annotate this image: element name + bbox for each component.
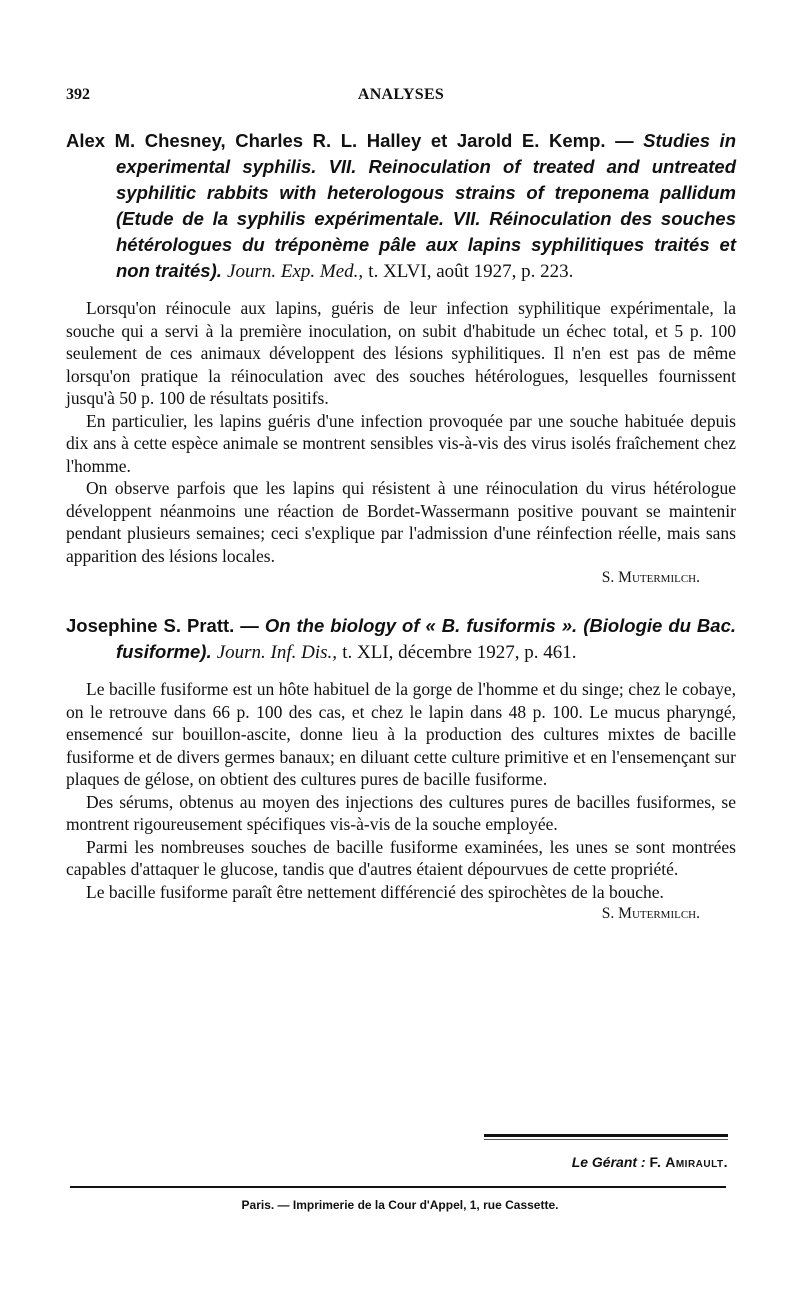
running-head: ANALYSES xyxy=(357,86,445,103)
article-journal: Journ. Inf. Dis., xyxy=(216,642,338,663)
printer-imprint: Paris. — Imprimerie de la Cour d'Appel, 1, rue Cassette. xyxy=(241,1198,559,1212)
body-paragraph: Lorsqu'on réinocule aux lapins, guéris de leur infection syphilitique expérimentale, la souche qui a servi à la première inoculation, on subit d'habitude un échec total, et 5 p. 100 seulement de ces animaux développent des lésions syphilitiques. Il n'en est pas de même lorsqu'on pratique la réinoculation avec des souches hétérologues, lesquelles fournissent jusqu'à 50 p. 100 de résultats positifs. xyxy=(66,298,736,408)
article-title: On the biology of « B. fusiformis ». (Biologie du Bac. fusiforme). xyxy=(116,615,737,662)
body-paragraph: En particulier, les lapins guéris d'une infection provoquée par une souche habituée depuis dix ans à cette espèce animale se montrent sensibles vis-à-vis des virus isolés fraîchement chez l'homme. xyxy=(66,410,736,476)
article-body xyxy=(66,678,736,925)
article-citation xyxy=(66,613,736,666)
body-paragraph-last: Le bacille fusiforme paraît être nettement différencié des spirochètes de la bouche. xyxy=(86,881,664,902)
footer-rule-thin xyxy=(484,1139,728,1140)
page-number: 392 xyxy=(66,86,90,103)
body-paragraph: On observe parfois que les lapins qui résistent à une réinoculation du virus hétérologue développent néanmoins une réaction de Bordet-Wassermann positive pouvant se maintenir pendant plusieurs semaines; ceci s'explique par l'admission d'une réinfection réelle, mais sans apparition des lésions locales. xyxy=(66,478,736,566)
footer-rule-thick xyxy=(484,1134,728,1137)
article-reference: t. XLVI, août 1927, p. 223. xyxy=(368,261,574,282)
article-citation xyxy=(66,128,736,285)
article-reference: t. XLI, décembre 1927, p. 461. xyxy=(342,642,577,663)
imprint-rule xyxy=(70,1186,726,1188)
body-paragraph: Des sérums, obtenus au moyen des injections des cultures pures de bacilles fusiformes, se montrent rigoureusement spécifiques vis-à-vis de la souche employée. xyxy=(66,791,736,834)
article-authors: Alex M. Chesney, Charles R. L. Halley et Jarold E. Kemp. — xyxy=(66,130,634,151)
page-header xyxy=(66,86,736,110)
body-paragraph: Parmi les nombreuses souches de bacille fusiforme examinées, les unes se sont montrées capables d'attaquer le glucose, tandis que d'autres étaient dépourvues de cette propriété. xyxy=(66,836,736,879)
reviewer-signature: S. Mutermilch. xyxy=(601,569,700,586)
gerant-label: Le Gérant : xyxy=(571,1154,646,1170)
article-body xyxy=(66,297,736,589)
gerant-line xyxy=(572,1154,728,1170)
article-title: Studies in experimental syphilis. VII. Reinoculation of treated and untreated syphilitic rabbits with heterologous strains of treponema pallidum (Etude de la syphilis expérimentale. VII. Réinoculation des souches hétérologues du tréponème pâle aux lapins syphilitiques traités et non traités). xyxy=(116,130,737,281)
article-journal: Journ. Exp. Med., xyxy=(227,261,364,282)
article-authors: Josephine S. Pratt. — xyxy=(66,615,259,636)
body-paragraph: Le bacille fusiforme est un hôte habituel de la gorge de l'homme et du singe; chez le cobaye, on le retrouve dans 66 p. 100 des cas, et chez le lapin dans 48 p. 100. Le mucus pharyngé, ensemencé sur bouillon-ascite, donne lieu à la production des cultures mixtes de bacille fusiforme et de divers germes banaux; en diluant cette culture primitive et en l'ensemençant sur plaques de gélose, on obtient des cultures pures de bacille fusiforme. xyxy=(66,679,736,789)
article-pratt xyxy=(66,613,736,925)
article-chesney xyxy=(66,128,736,589)
page-content xyxy=(66,128,736,925)
gerant-name: F. Amirault. xyxy=(649,1154,728,1170)
reviewer-signature: S. Mutermilch. xyxy=(601,905,700,922)
